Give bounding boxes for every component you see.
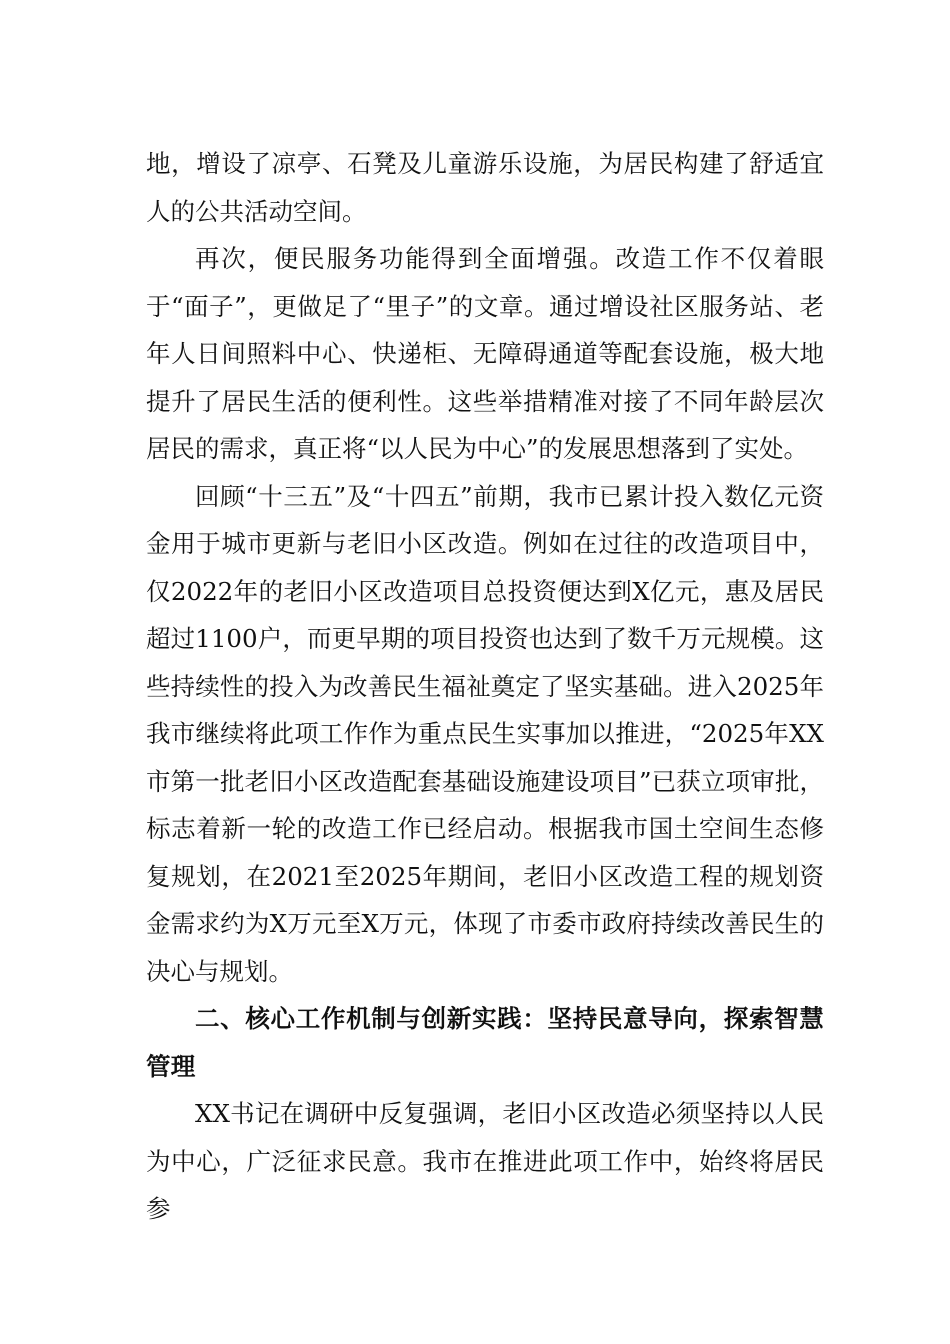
document-body (146, 140, 824, 1233)
paragraph-continuation: 地，增设了凉亭、石凳及儿童游乐设施，为居民构建了舒适宜人的公共活动空间。 (146, 149, 824, 226)
paragraph-public-opinion: XX书记在调研中反复强调，老旧小区改造必须坚持以人民为中心，广泛征求民意。我市在推进此项工作中，始终将居民参 (146, 1099, 824, 1223)
section-heading-core-mechanism: 二、核心工作机制与创新实践：坚持民意导向，探索智慧管理 (146, 1004, 824, 1081)
paragraph-convenience-services: 再次，便民服务功能得到全面增强。改造工作不仅着眼于“面子”，更做足了“里子”的文章。通过增设社区服务站、老年人日间照料中心、快递柜、无障碍通道等配套设施，极大地提升了居民生活的便利性。这些举措精准对接了不同年龄层次居民的需求，真正将“以人民为中心”的发展思想落到了实处。 (146, 244, 824, 463)
paragraph-investment-review: 回顾“十三五”及“十四五”前期，我市已累计投入数亿元资金用于城市更新与老旧小区改造。例如在过往的改造项目中，仅2022年的老旧小区改造项目总投资便达到X亿元，惠及居民超过1100户，而更早期的项目投资也达到了数千万元规模。这些持续性的投入为改善民生福祉奠定了坚实基础。进入2025年我市继续将此项工作作为重点民生实事加以推进，“2025年XX市第一批老旧小区改造配套基础设施建设项目”已获立项审批，标志着新一轮的改造工作已经启动。根据我市国土空间生态修复规划，在2021至2025年期间，老旧小区改造工程的规划资金需求约为X万元至X万元，体现了市委市政府持续改善民生的决心与规划。 (146, 481, 824, 986)
